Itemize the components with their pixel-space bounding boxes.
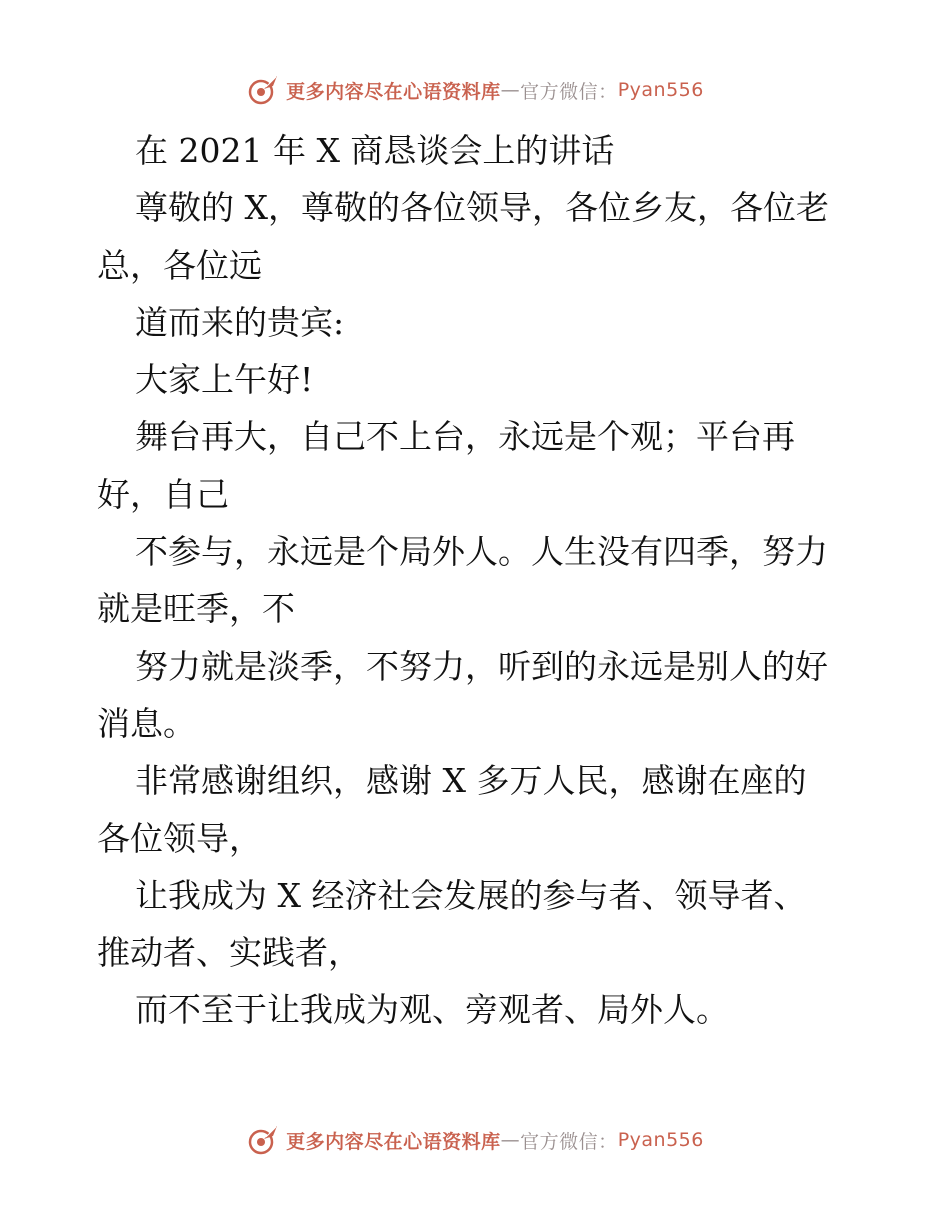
banner-label: 官方微信：: [520, 1130, 618, 1153]
quill-logo-icon: [246, 73, 280, 107]
banner-title: 更多内容尽在心语资料库: [286, 1130, 501, 1153]
banner-dash: —: [500, 1129, 521, 1151]
text-line: 消息。: [97, 703, 196, 743]
text-line: 总，各位远: [97, 245, 262, 285]
footer-watermark-banner: [0, 1120, 950, 1160]
quill-logo-icon: [246, 1123, 280, 1157]
document-title: 在 2021 年 X 商恳谈会上的讲话: [135, 131, 615, 170]
text-line: 舞台再大，自己不上台，永远是个观；平台再: [135, 417, 795, 457]
text-line: 好，自己: [97, 474, 229, 514]
document-body: [97, 122, 857, 1039]
text-line: 大家上午好!: [135, 360, 314, 400]
text-line: 努力就是淡季，不努力，听到的永远是别人的好: [135, 646, 828, 686]
text-line: 让我成为 X 经济社会发展的参与者、领导者、: [135, 875, 807, 915]
text-line: 不参与，永远是个局外人。人生没有四季，努力: [135, 532, 828, 572]
banner-label: 官方微信：: [520, 80, 618, 103]
text-line: 道而来的贵宾:: [135, 302, 345, 342]
banner-dash: —: [500, 79, 521, 101]
header-watermark-banner: [0, 70, 950, 110]
banner-wechat-id: Pyan556: [617, 1129, 704, 1151]
banner-wechat-id: Pyan556: [617, 79, 704, 101]
text-line: 非常感谢组织，感谢 X 多万人民，感谢在座的: [135, 761, 807, 801]
text-line: 就是旺季，不: [97, 589, 295, 629]
text-line: 而不至于让我成为观、旁观者、局外人。: [135, 990, 729, 1030]
banner-title: 更多内容尽在心语资料库: [286, 80, 501, 103]
text-line: 尊敬的 X，尊敬的各位领导，各位乡友，各位老: [135, 188, 829, 228]
text-line: 推动者、实践者，: [97, 933, 361, 973]
text-line: 各位领导，: [97, 818, 262, 858]
